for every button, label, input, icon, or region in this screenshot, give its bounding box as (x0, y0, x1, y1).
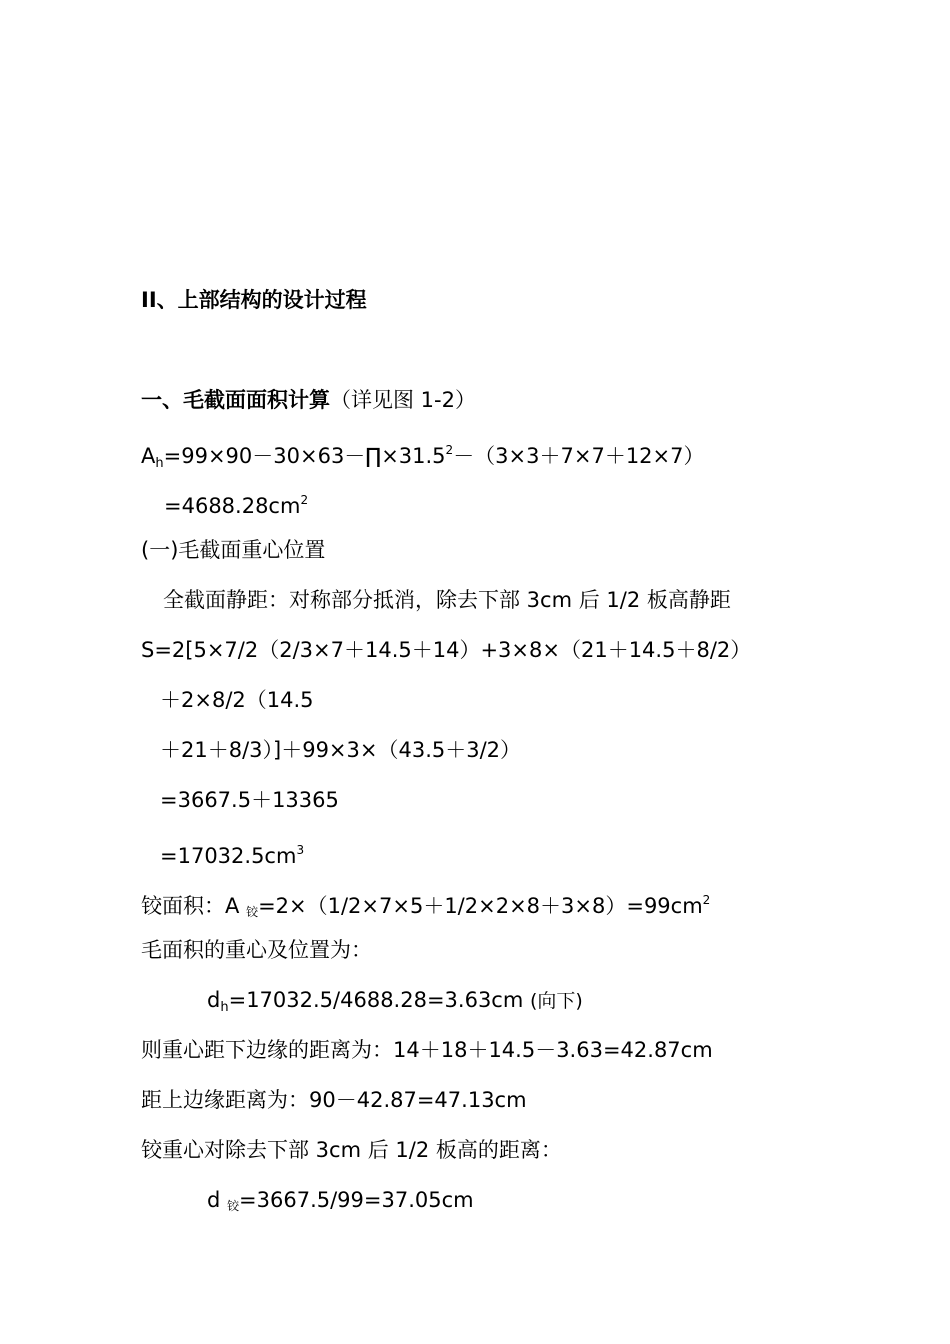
ah-result-superscript: 2 (300, 493, 309, 507)
s-result-value: =17032.5cm (160, 844, 297, 868)
dh-subscript: h (220, 1000, 229, 1015)
d-hinge-expression: =3667.5/99=37.05cm (239, 1188, 474, 1212)
d-hinge-symbol: d (207, 1188, 228, 1212)
hinge-area-expression: =2×（1/2×7×5＋1/2×2×8＋3×8）=99cm (258, 894, 703, 918)
dh-symbol: d (207, 988, 221, 1012)
s-formula-line2: ＋2×8/2（14.5 (160, 688, 314, 712)
s-formula-line4: =3667.5＋13365 (160, 788, 339, 812)
dh-formula (207, 986, 583, 1022)
distance-to-bottom: 则重心距下边缘的距离为：14＋18＋14.5－3.63=42.87cm (141, 1038, 713, 1062)
ah-superscript: 2 (445, 443, 454, 457)
heading-ref: （详见图 1-2） (330, 388, 476, 412)
ah-result (164, 486, 308, 520)
section-title: II、上部结构的设计过程 (141, 288, 367, 312)
s-formula-line3: ＋21＋8/3）]＋99×3×（43.5＋3/2） (160, 738, 522, 762)
s-result-superscript: 3 (296, 843, 305, 857)
heading-bold: 一、毛截面面积计算 (141, 388, 330, 412)
dh-direction: (向下) (529, 990, 583, 1012)
hinge-area-label: 铰面积：A (141, 894, 247, 918)
s-formula-line1: S=2[5×7/2（2/3×7＋14.5＋14）+3×8×（21＋14.5＋8/2） (141, 638, 752, 662)
static-moment-desc: 全截面静距：对称部分抵消，除去下部 3cm 后 1/2 板高静距 (163, 588, 731, 612)
d-hinge-formula (207, 1186, 474, 1220)
centroid-intro: 毛面积的重心及位置为： (141, 938, 372, 962)
ah-expression: =99×90－30×63－∏×31.5 (163, 444, 446, 468)
ah-result-value: =4688.28cm (164, 494, 301, 518)
hinge-area-formula (141, 886, 710, 926)
ah-symbol: A (141, 444, 156, 468)
distance-to-top: 距上边缘距离为：90－42.87=47.13cm (141, 1088, 527, 1112)
s-formula-line5 (160, 836, 304, 870)
dh-expression: =17032.5/4688.28=3.63cm (228, 988, 530, 1012)
d-hinge-subscript: 铰 (227, 1199, 240, 1213)
hinge-area-subscript: 铰 (246, 905, 259, 919)
hinge-distance-intro: 铰重心对除去下部 3cm 后 1/2 板高的距离： (141, 1138, 562, 1162)
ah-formula (141, 436, 705, 478)
hinge-area-superscript: 2 (702, 893, 711, 907)
heading-gross-area (141, 386, 476, 414)
ah-expression-end: －（3×3＋7×7＋12×7） (453, 444, 705, 468)
ah-subscript: h (155, 456, 164, 471)
subsection-centroid: (一)毛截面重心位置 (141, 538, 326, 562)
